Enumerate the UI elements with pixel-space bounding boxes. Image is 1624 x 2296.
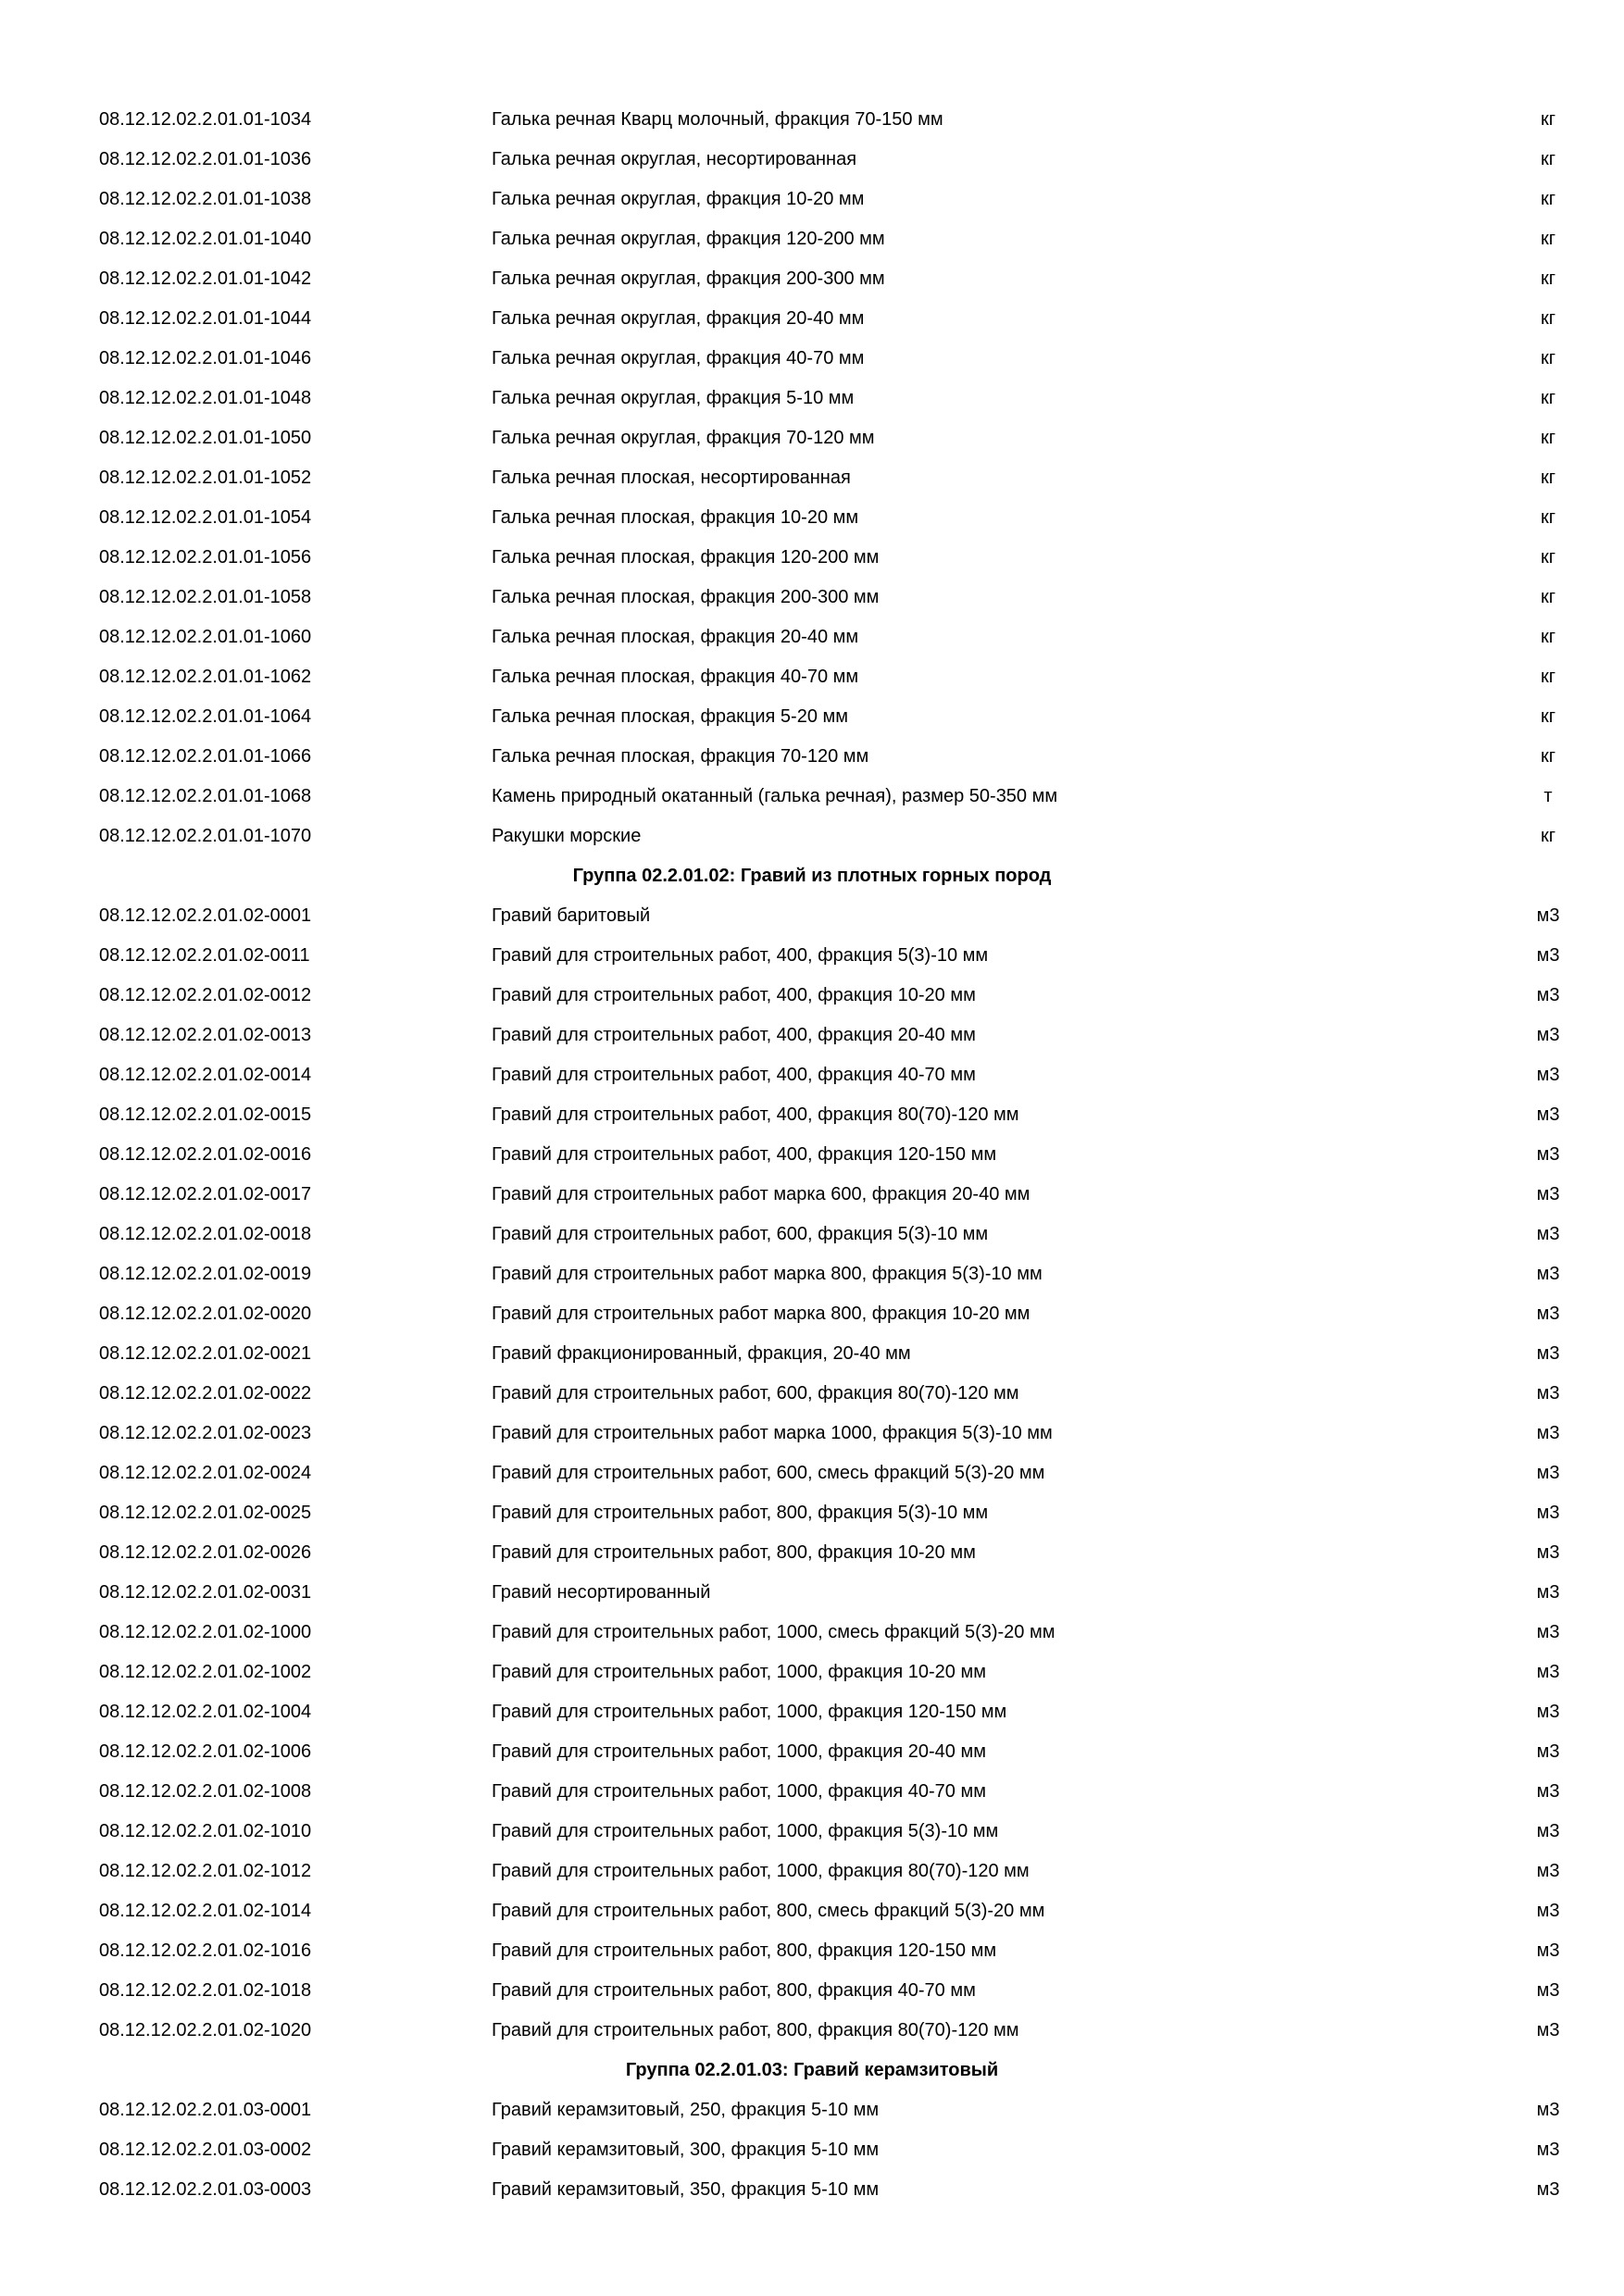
resource-name: Гравий для строительных работ, 800, фракция 80(70)-120 мм	[492, 2020, 1019, 2040]
resource-name: Гравий для строительных работ, 800, фракция 10-20 мм	[492, 1542, 976, 1563]
resource-code: 08.12.12.02.2.01.01-1064	[99, 706, 312, 727]
resource-name: Гравий фракционированный, фракция, 20-40 мм	[492, 1343, 911, 1364]
resource-name: Гравий для строительных работ, 800, фракция 120-150 мм	[492, 1940, 997, 1961]
unit-of-measure: м3	[1536, 1025, 1560, 1045]
resource-name: Галька речная округлая, фракция 10-20 мм	[492, 189, 865, 209]
unit-of-measure: м3	[1536, 2179, 1560, 2200]
unit-of-measure: м3	[1536, 1662, 1560, 1682]
resource-name: Галька речная округлая, фракция 200-300 мм	[492, 268, 885, 289]
table-row	[0, 458, 1624, 498]
resource-name: Гравий керамзитовый, 350, фракция 5-10 мм	[492, 2179, 880, 2200]
table-row	[0, 1931, 1624, 1971]
resource-code: 08.12.12.02.2.01.02-1010	[99, 1821, 312, 1841]
resource-name: Гравий для строительных работ марка 1000, фракция 5(3)-10 мм	[492, 1423, 1053, 1443]
table-row	[0, 896, 1624, 936]
unit-of-measure: м3	[1536, 1582, 1560, 1603]
resource-code: 08.12.12.02.2.01.03-0001	[99, 2100, 312, 2120]
resource-name: Галька речная плоская, фракция 40-70 мм	[492, 667, 859, 687]
table-row	[0, 936, 1624, 976]
unit-of-measure: м3	[1536, 1144, 1560, 1165]
unit-of-measure: м3	[1536, 1065, 1560, 1085]
unit-of-measure: м3	[1536, 1304, 1560, 1324]
resource-code: 08.12.12.02.2.01.01-1062	[99, 667, 312, 687]
unit-of-measure: м3	[1536, 1980, 1560, 2001]
resource-name: Галька речная плоская, фракция 5-20 мм	[492, 706, 848, 727]
unit-of-measure: м3	[1536, 945, 1560, 966]
table-row	[0, 1334, 1624, 1374]
resource-code: 08.12.12.02.2.01.01-1060	[99, 627, 312, 647]
unit-of-measure: кг	[1540, 547, 1556, 568]
resource-name: Гравий для строительных работ, 800, фракция 40-70 мм	[492, 1980, 976, 2001]
resource-code: 08.12.12.02.2.01.02-0021	[99, 1343, 312, 1364]
table-row	[0, 1095, 1624, 1135]
resource-name: Гравий для строительных работ, 1000, фракция 10-20 мм	[492, 1662, 986, 1682]
resource-code: 08.12.12.02.2.01.02-1018	[99, 1980, 312, 2001]
unit-of-measure: м3	[1536, 1781, 1560, 1802]
resource-name: Гравий для строительных работ, 400, фракция 120-150 мм	[492, 1144, 997, 1165]
unit-of-measure: кг	[1540, 268, 1556, 289]
resource-code: 08.12.12.02.2.01.03-0002	[99, 2140, 312, 2160]
unit-of-measure: м3	[1536, 1940, 1560, 1961]
resource-code: 08.12.12.02.2.01.01-1042	[99, 268, 312, 289]
unit-of-measure: м3	[1536, 1383, 1560, 1404]
table-row	[0, 538, 1624, 578]
table-row	[0, 1135, 1624, 1175]
resource-name: Гравий баритовый	[492, 905, 651, 926]
resource-code: 08.12.12.02.2.01.01-1040	[99, 229, 312, 249]
table-row	[0, 140, 1624, 180]
unit-of-measure: кг	[1540, 109, 1556, 130]
resource-name: Ракушки морские	[492, 826, 642, 846]
resource-name: Гравий для строительных работ, 1000, смесь фракций 5(3)-20 мм	[492, 1622, 1056, 1642]
unit-of-measure: кг	[1540, 468, 1556, 488]
table-row	[0, 2011, 1624, 2051]
table-row	[0, 259, 1624, 299]
resource-name: Гравий для строительных работ, 600, фракция 5(3)-10 мм	[492, 1224, 989, 1244]
unit-of-measure: м3	[1536, 1741, 1560, 1762]
resource-name: Гравий для строительных работ, 800, фракция 5(3)-10 мм	[492, 1503, 989, 1523]
resource-name: Галька речная округлая, несортированная	[492, 149, 857, 169]
table-row	[0, 657, 1624, 697]
unit-of-measure: м3	[1536, 905, 1560, 926]
unit-of-measure: м3	[1536, 1622, 1560, 1642]
resource-name: Гравий для строительных работ, 400, фракция 80(70)-120 мм	[492, 1104, 1019, 1125]
table-row	[0, 817, 1624, 856]
table-row	[0, 1732, 1624, 1772]
resource-code: 08.12.12.02.2.01.02-1020	[99, 2020, 312, 2040]
resource-code: 08.12.12.02.2.01.02-1008	[99, 1781, 312, 1802]
unit-of-measure: м3	[1536, 1343, 1560, 1364]
resource-name: Гравий для строительных работ, 800, смесь фракций 5(3)-20 мм	[492, 1901, 1045, 1921]
resource-code: 08.12.12.02.2.01.01-1058	[99, 587, 312, 607]
resource-code: 08.12.12.02.2.01.02-0001	[99, 905, 312, 926]
group-header: Группа 02.2.01.03: Гравий керамзитовый	[625, 2060, 999, 2080]
unit-of-measure: кг	[1540, 627, 1556, 647]
resource-code: 08.12.12.02.2.01.02-0014	[99, 1065, 312, 1085]
unit-of-measure: кг	[1540, 189, 1556, 209]
resource-name: Гравий для строительных работ марка 800, фракция 5(3)-10 мм	[492, 1264, 1043, 1284]
resource-name: Гравий для строительных работ, 600, смесь фракций 5(3)-20 мм	[492, 1463, 1045, 1483]
unit-of-measure: кг	[1540, 826, 1556, 846]
unit-of-measure: м3	[1536, 1821, 1560, 1841]
table-row	[0, 1254, 1624, 1294]
resource-code: 08.12.12.02.2.01.01-1050	[99, 428, 312, 448]
table-row	[0, 180, 1624, 219]
resource-code: 08.12.12.02.2.01.02-0015	[99, 1104, 312, 1125]
resource-name: Галька речная плоская, фракция 200-300 мм	[492, 587, 880, 607]
resource-code: 08.12.12.02.2.01.02-0013	[99, 1025, 312, 1045]
resource-code: 08.12.12.02.2.01.01-1052	[99, 468, 312, 488]
resource-code: 08.12.12.02.2.01.02-0016	[99, 1144, 312, 1165]
table-row	[0, 1493, 1624, 1533]
unit-of-measure: м3	[1536, 2020, 1560, 2040]
unit-of-measure: м3	[1536, 1542, 1560, 1563]
table-row	[0, 777, 1624, 817]
resource-name: Гравий для строительных работ, 400, фракция 5(3)-10 мм	[492, 945, 989, 966]
table-row	[0, 1454, 1624, 1493]
resource-name: Галька речная округлая, фракция 5-10 мм	[492, 388, 855, 408]
resource-code: 08.12.12.02.2.01.01-1044	[99, 308, 312, 329]
unit-of-measure: кг	[1540, 388, 1556, 408]
table-row	[0, 1215, 1624, 1254]
resource-code: 08.12.12.02.2.01.01-1036	[99, 149, 312, 169]
resource-code: 08.12.12.02.2.01.01-1068	[99, 786, 312, 806]
unit-of-measure: кг	[1540, 149, 1556, 169]
table-row	[0, 1573, 1624, 1613]
unit-of-measure: т	[1543, 786, 1553, 806]
resource-name: Галька речная плоская, фракция 10-20 мм	[492, 507, 859, 528]
table-row	[0, 976, 1624, 1016]
table-row	[0, 339, 1624, 379]
resource-name: Галька речная плоская, несортированная	[492, 468, 851, 488]
table-row	[0, 1055, 1624, 1095]
resource-code: 08.12.12.02.2.01.02-1002	[99, 1662, 312, 1682]
unit-of-measure: кг	[1540, 428, 1556, 448]
resource-code: 08.12.12.02.2.01.02-1014	[99, 1901, 312, 1921]
resource-code: 08.12.12.02.2.01.02-0023	[99, 1423, 312, 1443]
resource-name: Гравий для строительных работ марка 600, фракция 20-40 мм	[492, 1184, 1031, 1204]
unit-of-measure: м3	[1536, 1702, 1560, 1722]
unit-of-measure: м3	[1536, 1901, 1560, 1921]
table-row	[0, 1852, 1624, 1891]
unit-of-measure: м3	[1536, 1224, 1560, 1244]
table-row	[0, 1812, 1624, 1852]
table-row	[0, 1653, 1624, 1692]
resource-code: 08.12.12.02.2.01.02-1000	[99, 1622, 312, 1642]
resource-name: Галька речная Кварц молочный, фракция 70-150 мм	[492, 109, 943, 130]
resource-name: Гравий для строительных работ, 1000, фракция 80(70)-120 мм	[492, 1861, 1030, 1881]
table-row	[0, 418, 1624, 458]
resource-name: Гравий для строительных работ марка 800, фракция 10-20 мм	[492, 1304, 1031, 1324]
unit-of-measure: кг	[1540, 667, 1556, 687]
table-row	[0, 618, 1624, 657]
resource-name: Гравий керамзитовый, 300, фракция 5-10 мм	[492, 2140, 880, 2160]
table-row	[0, 379, 1624, 418]
table-row	[0, 1294, 1624, 1334]
table-row	[0, 1016, 1624, 1055]
resource-code: 08.12.12.02.2.01.01-1034	[99, 109, 312, 130]
unit-of-measure: м3	[1536, 1423, 1560, 1443]
resource-name: Камень природный окатанный (галька речная), размер 50-350 мм	[492, 786, 1058, 806]
unit-of-measure: кг	[1540, 229, 1556, 249]
unit-of-measure: м3	[1536, 1264, 1560, 1284]
table-row	[0, 1891, 1624, 1931]
resource-code: 08.12.12.02.2.01.02-0019	[99, 1264, 312, 1284]
table-row	[0, 1692, 1624, 1732]
resource-name: Галька речная плоская, фракция 70-120 мм	[492, 746, 869, 767]
unit-of-measure: кг	[1540, 587, 1556, 607]
table-row	[0, 299, 1624, 339]
resource-code: 08.12.12.02.2.01.02-0011	[99, 945, 310, 966]
unit-of-measure: м3	[1536, 1861, 1560, 1881]
unit-of-measure: кг	[1540, 308, 1556, 329]
resource-name: Гравий для строительных работ, 400, фракция 20-40 мм	[492, 1025, 976, 1045]
resource-code: 08.12.12.02.2.01.01-1066	[99, 746, 312, 767]
table-row	[0, 100, 1624, 140]
resource-name: Гравий керамзитовый, 250, фракция 5-10 мм	[492, 2100, 880, 2120]
price-list-table	[0, 100, 1624, 2210]
table-row	[0, 697, 1624, 737]
unit-of-measure: м3	[1536, 1503, 1560, 1523]
resource-name: Гравий для строительных работ, 1000, фракция 40-70 мм	[492, 1781, 986, 1802]
table-row	[0, 1533, 1624, 1573]
resource-code: 08.12.12.02.2.01.01-1046	[99, 348, 312, 368]
resource-code: 08.12.12.02.2.01.02-0026	[99, 1542, 312, 1563]
resource-name: Гравий для строительных работ, 400, фракция 10-20 мм	[492, 985, 976, 1005]
resource-name: Галька речная плоская, фракция 120-200 мм	[492, 547, 880, 568]
resource-code: 08.12.12.02.2.01.02-1012	[99, 1861, 312, 1881]
resource-code: 08.12.12.02.2.01.02-1016	[99, 1940, 312, 1961]
table-row	[0, 578, 1624, 618]
unit-of-measure: м3	[1536, 2140, 1560, 2160]
resource-code: 08.12.12.02.2.01.02-1006	[99, 1741, 312, 1762]
resource-code: 08.12.12.02.2.01.01-1038	[99, 189, 312, 209]
resource-code: 08.12.12.02.2.01.02-0022	[99, 1383, 312, 1404]
resource-code: 08.12.12.02.2.01.03-0003	[99, 2179, 312, 2200]
resource-code: 08.12.12.02.2.01.02-0018	[99, 1224, 312, 1244]
group-header: Группа 02.2.01.02: Гравий из плотных горных пород	[572, 866, 1052, 886]
table-row	[0, 219, 1624, 259]
resource-code: 08.12.12.02.2.01.02-0012	[99, 985, 312, 1005]
unit-of-measure: м3	[1536, 1463, 1560, 1483]
table-row	[0, 2130, 1624, 2170]
resource-code: 08.12.12.02.2.01.02-0017	[99, 1184, 312, 1204]
resource-code: 08.12.12.02.2.01.02-1004	[99, 1702, 312, 1722]
table-row	[0, 1374, 1624, 1414]
unit-of-measure: м3	[1536, 985, 1560, 1005]
unit-of-measure: кг	[1540, 746, 1556, 767]
resource-name: Галька речная округлая, фракция 20-40 мм	[492, 308, 865, 329]
resource-name: Галька речная округлая, фракция 120-200 мм	[492, 229, 885, 249]
unit-of-measure: м3	[1536, 2100, 1560, 2120]
resource-name: Галька речная округлая, фракция 40-70 мм	[492, 348, 865, 368]
resource-name: Гравий для строительных работ, 600, фракция 80(70)-120 мм	[492, 1383, 1019, 1404]
resource-name: Галька речная плоская, фракция 20-40 мм	[492, 627, 859, 647]
unit-of-measure: кг	[1540, 706, 1556, 727]
table-row	[0, 1414, 1624, 1454]
unit-of-measure: кг	[1540, 507, 1556, 528]
resource-code: 08.12.12.02.2.01.02-0020	[99, 1304, 312, 1324]
table-row	[0, 1175, 1624, 1215]
table-row	[0, 2090, 1624, 2130]
resource-name: Гравий для строительных работ, 400, фракция 40-70 мм	[492, 1065, 976, 1085]
resource-code: 08.12.12.02.2.01.02-0025	[99, 1503, 312, 1523]
unit-of-measure: м3	[1536, 1184, 1560, 1204]
resource-code: 08.12.12.02.2.01.01-1070	[99, 826, 312, 846]
table-row	[0, 1772, 1624, 1812]
table-row	[0, 2170, 1624, 2210]
table-row	[0, 1613, 1624, 1653]
table-row	[0, 1971, 1624, 2011]
resource-code: 08.12.12.02.2.01.01-1056	[99, 547, 312, 568]
resource-code: 08.12.12.02.2.01.02-0031	[99, 1582, 312, 1603]
resource-name: Галька речная округлая, фракция 70-120 мм	[492, 428, 875, 448]
resource-name: Гравий для строительных работ, 1000, фракция 5(3)-10 мм	[492, 1821, 999, 1841]
resource-name: Гравий для строительных работ, 1000, фракция 20-40 мм	[492, 1741, 986, 1762]
resource-name: Гравий несортированный	[492, 1582, 711, 1603]
resource-code: 08.12.12.02.2.01.02-0024	[99, 1463, 312, 1483]
unit-of-measure: м3	[1536, 1104, 1560, 1125]
resource-name: Гравий для строительных работ, 1000, фракция 120-150 мм	[492, 1702, 1007, 1722]
resource-code: 08.12.12.02.2.01.01-1054	[99, 507, 312, 528]
resource-code: 08.12.12.02.2.01.01-1048	[99, 388, 312, 408]
unit-of-measure: кг	[1540, 348, 1556, 368]
table-row	[0, 498, 1624, 538]
table-row	[0, 737, 1624, 777]
